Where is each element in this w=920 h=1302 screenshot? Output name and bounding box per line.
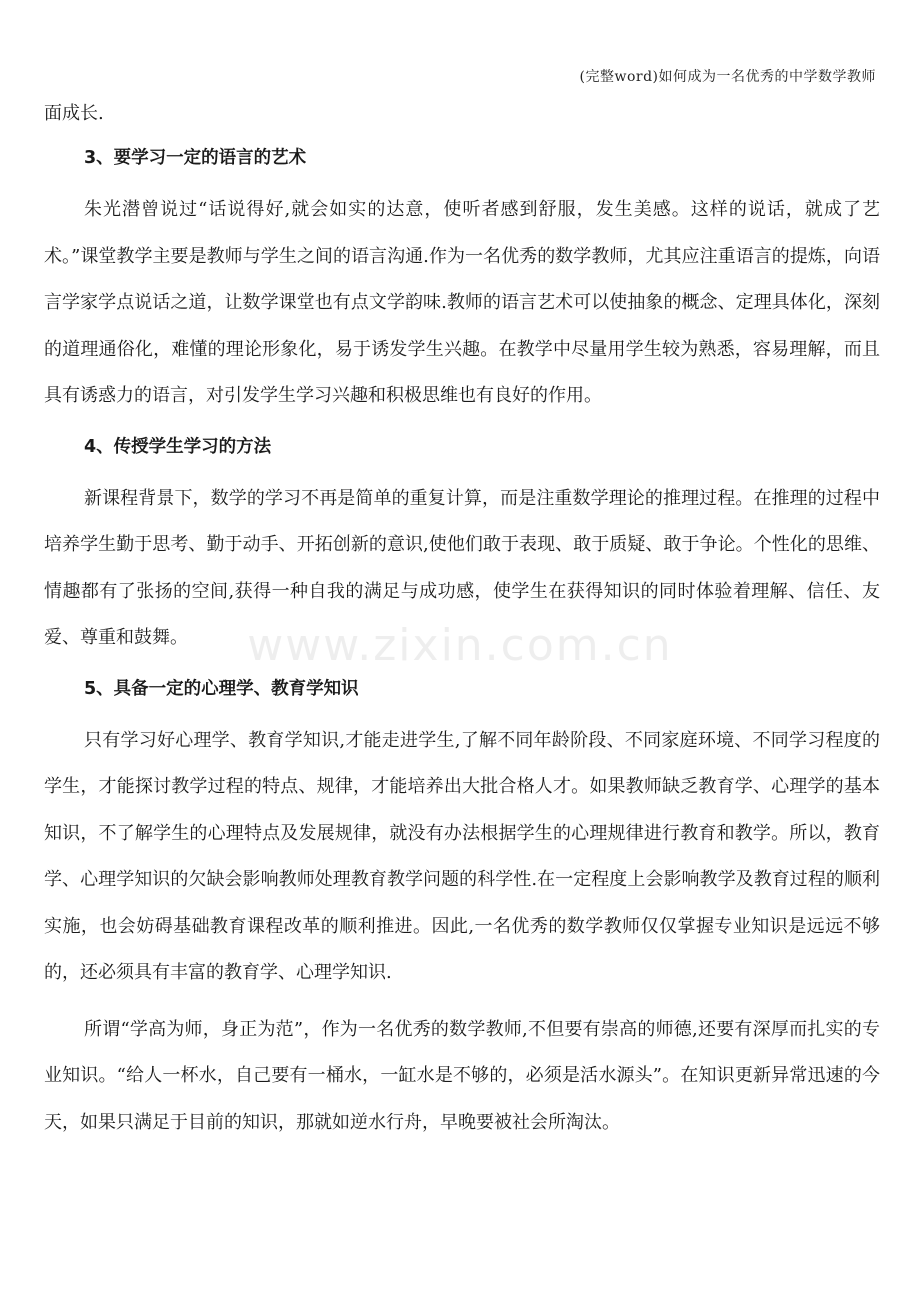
document-header-title: (完整word)如何成为一名优秀的中学数学教师 bbox=[579, 69, 876, 85]
paragraph: 只有学习好心理学、教育学知识,才能走进学生,了解不同年龄阶段、不同家庭环境、不同学习程度的学生，才能探讨教学过程的特点、规律，才能培养出大批合格人才。如果教师缺乏教育学、心理学的基本知识，不了解学生的心理特点及发展规律，就没有办法根据学生的心理规律进行教育和教学。所以，教育学、心理学知识的欠缺会影响教师处理教育教学问题的科学性.在一定程度上会影响教学及教育过程的顺利实施，也会妨碍基础教育课程改革的顺利推进。因此,一名优秀的数学教师仅仅掌握专业知识是远远不够的，还必须具有丰富的教育学、心理学知识. bbox=[44, 729, 880, 983]
section-heading-3: 3、要学习一定的语言的艺术 bbox=[84, 148, 307, 168]
continuation-text: 面成长. bbox=[44, 103, 104, 124]
section-heading-4: 4、传授学生学习的方法 bbox=[84, 436, 272, 457]
watermark: www.zixin.com.cn bbox=[247, 620, 673, 671]
paragraph: 所谓“学高为师，身正为范”，作为一名优秀的数学教师,不但要有崇高的师德,还要有深厚而扎实的专业知识。“给人一杯水，自己要有一桶水，一缸水是不够的，必须是活水源头”。在知识更新异常迅速的今天，如果只满足于目前的知识，那就如逆水行舟，早晚要被社会所淘汰。 bbox=[44, 1018, 880, 1133]
paragraph: 新课程背景下，数学的学习不再是简单的重复计算，而是注重数学理论的推理过程。在推理的过程中培养学生勤于思考、勤于动手、开拓创新的意识,使他们敢于表现、敢于质疑、敢于争论。个性化的思维、情趣都有了张扬的空间,获得一种自我的满足与成功感，使学生在获得知识的同时体验着理解、信任、友爱、尊重和鼓舞。 bbox=[44, 487, 880, 648]
paragraph: 朱光潜曾说过“话说得好,就会如实的达意，使听者感到舒服，发生美感。这样的说话，就成了艺术。”课堂教学主要是教师与学生之间的语言沟通.作为一名优秀的数学教师，尤其应注重语言的提炼，向语言学家学点说话之道，让数学课堂也有点文学韵味.教师的语言艺术可以使抽象的概念、定理具体化，深刻的道理通俗化，难懂的理论形象化，易于诱发学生兴趣。在教学中尽量用学生较为熟悉，容易理解，而且具有诱惑力的语言，对引发学生学习兴趣和积极思维也有良好的作用。 bbox=[44, 199, 880, 406]
section-heading-5: 5、具备一定的心理学、教育学知识 bbox=[84, 678, 359, 699]
document-body bbox=[44, 96, 880, 1146]
